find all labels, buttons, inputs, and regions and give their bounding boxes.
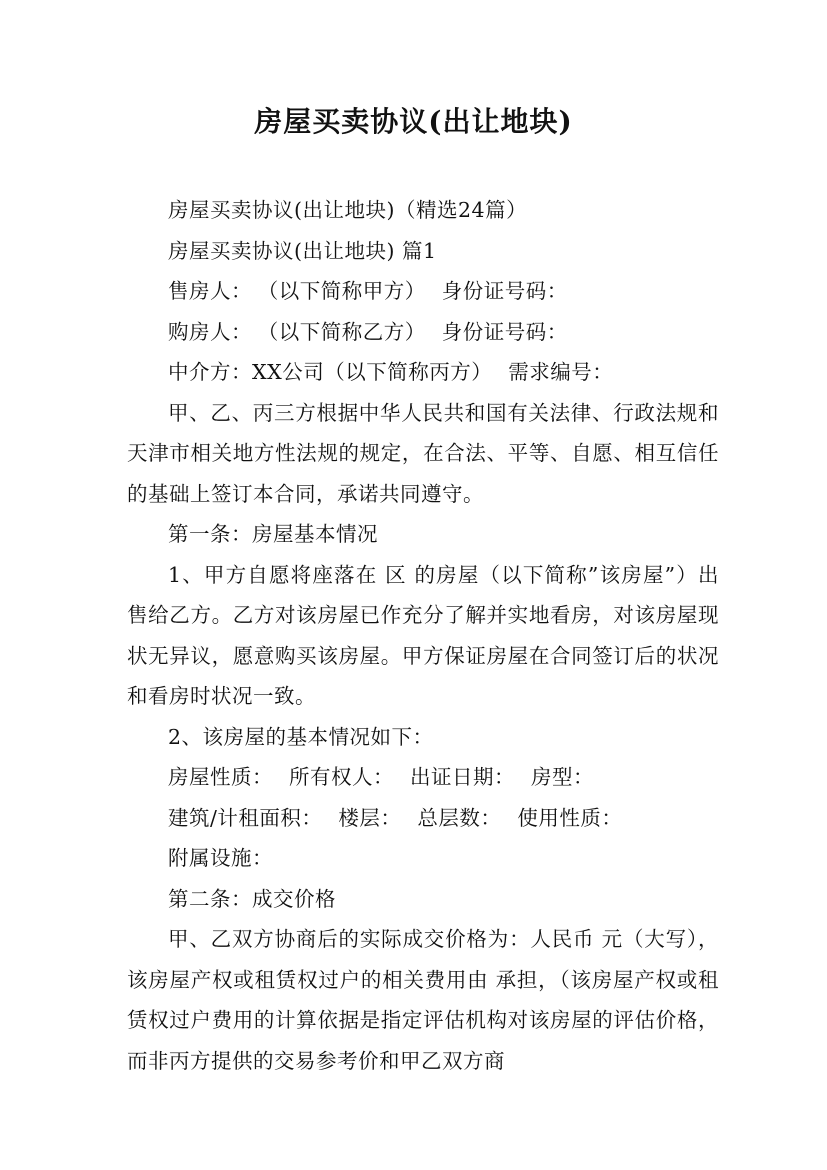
layout-label: 房型：: [531, 765, 594, 789]
agent-label: 中介方：XX公司（以下简称丙方）: [168, 360, 493, 384]
seller-alias: （以下简称甲方）: [268, 279, 426, 303]
article1-item1: 1、甲方自愿将座落在 区 的房屋（以下简称”该房屋”）出售给乙方。乙方对该房屋已作充分了解并实地看房，对该房屋现状无异议，愿意购买该房屋。甲方保证房屋在合同签订后的状况和看房时状况一致。: [127, 562, 719, 708]
area-label: 建筑/计租面积：: [168, 805, 323, 830]
buyer-alias: （以下简称乙方）: [268, 319, 426, 344]
usage-label: 使用性质：: [517, 805, 623, 830]
issue-date-label: 出证日期：: [410, 765, 515, 789]
article2-heading: 第二条：成交价格: [168, 886, 336, 911]
chapter-heading: 房屋买卖协议(出让地块) 篇1: [168, 238, 437, 263]
buyer-id-label: 身份证号码：: [441, 319, 568, 344]
document-body: [127, 190, 719, 1081]
seller-line: [127, 271, 719, 312]
document-subtitle: 房屋买卖协议(出让地块)（精选24篇）: [168, 198, 528, 222]
agent-line: [127, 352, 719, 393]
property-nature-label: 房屋性质：: [168, 765, 273, 789]
property-line-1: [127, 757, 719, 798]
agent-request-number-label: 需求编号：: [508, 360, 614, 384]
document-title: 房屋买卖协议(出让地块): [254, 105, 573, 138]
facilities-line: 附属设施：: [168, 846, 273, 870]
total-floors-label: 总层数：: [417, 805, 502, 830]
owner-label: 所有权人：: [289, 765, 394, 789]
intro-paragraph: 甲、乙、丙三方根据中华人民共和国有关法律、行政法规和天津市相关地方性法规的规定，在合法、平等、自愿、相互信任的基础上签订本合同，承诺共同遵守。: [127, 400, 719, 506]
buyer-label: 购房人：: [168, 319, 252, 344]
article1-heading: 第一条：房屋基本情况: [168, 522, 378, 546]
floor-label: 楼层：: [338, 805, 402, 830]
property-line-2: [127, 798, 719, 839]
buyer-line: [127, 312, 719, 353]
article1-item2: 2、该房屋的基本情况如下：: [168, 724, 434, 749]
seller-id-label: 身份证号码：: [441, 279, 568, 303]
article2-paragraph: 甲、乙双方协商后的实际成交价格为：人民币 元（大写），该房屋产权或租赁权过户的相关费用由 承担，（该房屋产权或租赁权过户费用的计算依据是指定评估机构对该房屋的评估价格，而非丙方提供的交易参考价和甲乙双方商: [127, 927, 719, 1073]
seller-label: 售房人：: [168, 279, 252, 303]
